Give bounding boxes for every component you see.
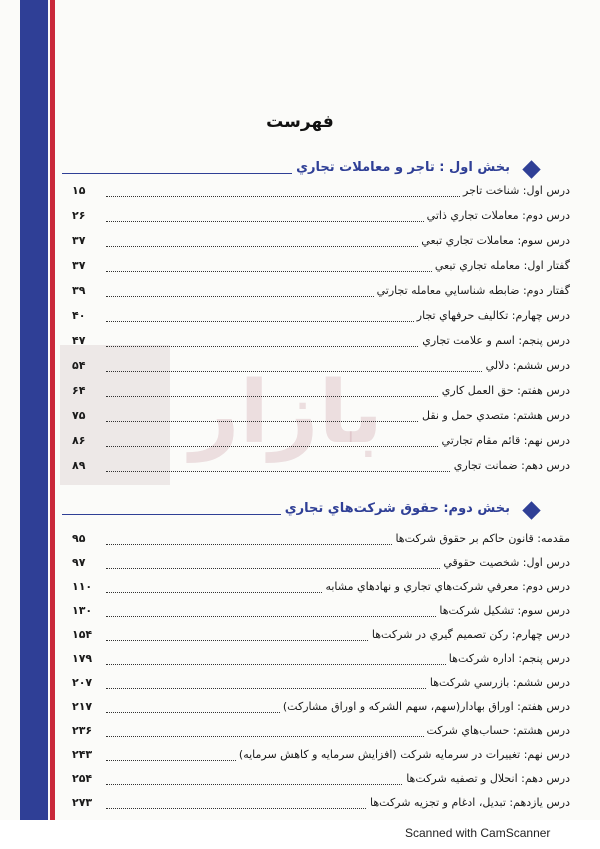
- toc-row: [72, 209, 570, 227]
- toc-row: [72, 724, 570, 742]
- toc-page-number: ۴۰: [72, 309, 86, 322]
- toc-page-number: ۱۵۴: [72, 628, 93, 641]
- toc-entry-title: درس سوم: تشكيل شركت‌ها: [436, 604, 570, 617]
- page-title: فهرست: [266, 112, 334, 132]
- toc-page-number: ۳۷: [72, 259, 86, 272]
- toc-row: [72, 309, 570, 327]
- toc-page-number: ۱۱۰: [72, 580, 93, 593]
- toc-page-number: ۶۴: [72, 384, 86, 397]
- toc-page-number: ۲۷۳: [72, 796, 93, 809]
- toc-row: [72, 796, 570, 814]
- toc-entry-title: درس سوم: معاملات تجاري تبعي: [418, 234, 570, 247]
- toc-row: [72, 676, 570, 694]
- toc-row: [72, 384, 570, 402]
- toc-entry-title: درس دهم: ضمانت تجاري: [451, 459, 570, 472]
- section-heading-2: [62, 501, 574, 521]
- toc-entry-title: درس هفتم: اوراق بهادار(سهم، سهم الشركه و اوراق مشاركت): [280, 700, 570, 713]
- toc-row: [72, 772, 570, 790]
- toc-entry-title: درس نهم: قائم مقام تجارتي: [439, 434, 570, 447]
- toc-row: [72, 234, 570, 252]
- toc-row: [72, 580, 570, 598]
- toc-row: [72, 434, 570, 452]
- toc-entry-title: درس اول: شناخت تاجر: [460, 184, 570, 197]
- toc-row: [72, 532, 570, 550]
- toc-entry-title: درس چهارم: ركن تصميم گيري در شركت‌ها: [369, 628, 570, 641]
- toc-page-number: ۴۷: [72, 334, 86, 347]
- toc-row: [72, 700, 570, 718]
- section-heading-1: [62, 160, 574, 180]
- toc-row: [72, 284, 570, 302]
- toc-row: [72, 409, 570, 427]
- toc-page-number: ۲۴۳: [72, 748, 93, 761]
- toc-row: [72, 556, 570, 574]
- toc-entry-title: درس يازدهم: تبديل، ادغام و تجزيه شركت‌ها: [367, 796, 570, 809]
- toc-row: [72, 334, 570, 352]
- toc-row: [72, 359, 570, 377]
- toc-page-number: ۹۵: [72, 532, 86, 545]
- toc-row: [72, 748, 570, 766]
- toc-page-number: ۱۷۹: [72, 652, 93, 665]
- watermark-text: بازار: [190, 363, 384, 463]
- toc-page-number: ۸۹: [72, 459, 86, 472]
- toc-row: [72, 604, 570, 622]
- toc-row: [72, 652, 570, 670]
- toc-page-number: ۸۶: [72, 434, 86, 447]
- toc-entry-title: درس هشتم: حساب‌هاي شركت: [424, 724, 571, 737]
- toc-page-number: ۵۴: [72, 359, 86, 372]
- toc-entry-title: درس دهم: انحلال و تصفيه شركت‌ها: [403, 772, 570, 785]
- toc-row: [72, 259, 570, 277]
- toc-entry-title: درس اول: شخصيت حقوقي: [440, 556, 570, 569]
- toc-entry-title: مقدمه: قانون حاكم بر حقوق شركت‌ها: [392, 532, 570, 545]
- toc-entry-title: گفتار اول: معامله تجاري تبعي: [432, 259, 570, 272]
- toc-page-number: ۳۹: [72, 284, 86, 297]
- toc-entry-title: درس دوم: معرفي شركت‌هاي تجاري و نهادهاي مشابه: [322, 580, 570, 593]
- toc-page-number: ۲۰۷: [72, 676, 93, 689]
- toc-page-number: ۷۵: [72, 409, 86, 422]
- toc-row: [72, 628, 570, 646]
- toc-page-number: ۲۱۷: [72, 700, 93, 713]
- section-heading-text: بخش اول : تاجر و معاملات تجاري: [292, 160, 514, 175]
- toc-entry-title: درس نهم: تغييرات در سرمايه شركت (افزايش سرمايه و كاهش سرمايه): [236, 748, 570, 761]
- toc-page-number: ۲۳۶: [72, 724, 93, 737]
- toc-entry-title: درس دوم: معاملات تجاري ذاتي: [424, 209, 570, 222]
- toc-row: [72, 459, 570, 477]
- toc-page-number: ۹۷: [72, 556, 86, 569]
- section-heading-text: بخش دوم: حقوق شركت‌هاي تجاري: [281, 501, 514, 516]
- toc-page-number: ۲۶: [72, 209, 86, 222]
- toc-page-number: ۱۳۰: [72, 604, 93, 617]
- toc-page-number: ۱۵: [72, 184, 86, 197]
- scanner-watermark-text: Scanned with CamScanner: [405, 826, 551, 840]
- toc-page-number: ۲۵۴: [72, 772, 93, 785]
- toc-entry-title: درس چهارم: تكاليف حرفهاي تجار: [414, 309, 570, 322]
- toc-entry-title: درس پنجم: اداره شركت‌ها: [446, 652, 570, 665]
- toc-page-number: ۳۷: [72, 234, 86, 247]
- diamond-icon: [522, 501, 540, 519]
- toc-entry-title: درس هفتم: حق العمل كاري: [439, 384, 570, 397]
- toc-row: [72, 184, 570, 202]
- toc-entry-title: درس هشتم: متصدي حمل و نقل: [419, 409, 570, 422]
- toc-entry-title: درس ششم: بازرسي شركت‌ها: [427, 676, 570, 689]
- toc-entry-title: گفتار دوم: ضابطه شناسايي معامله تجارتي: [374, 284, 570, 297]
- toc-entry-title: درس پنجم: اسم و علامت تجاري: [419, 334, 570, 347]
- diamond-icon: [522, 160, 540, 178]
- toc-entry-title: درس ششم: دلالي: [483, 359, 570, 372]
